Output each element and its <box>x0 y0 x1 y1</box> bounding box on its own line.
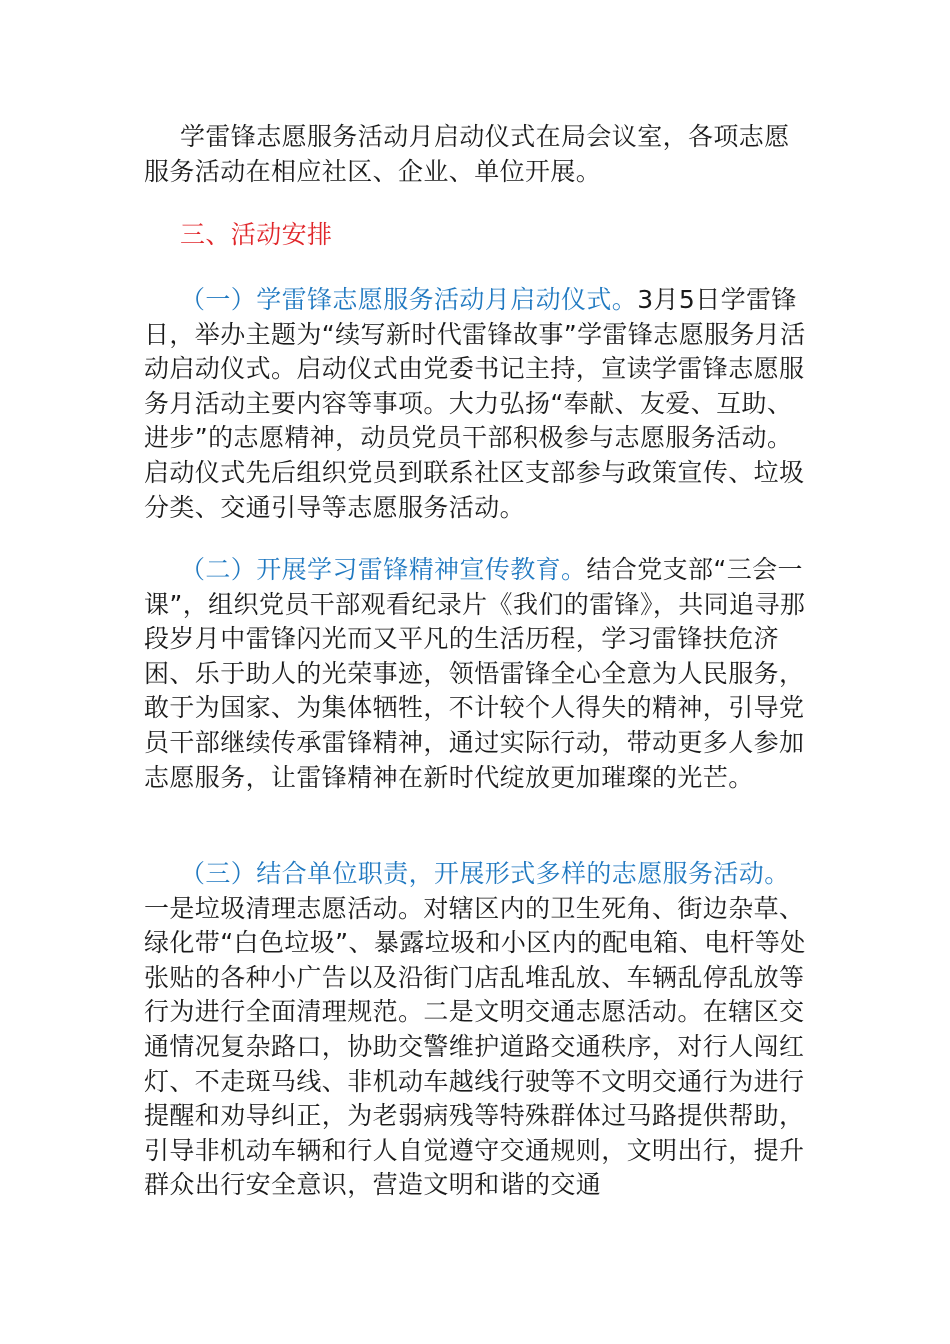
item-lead-1: （一）学雷锋志愿服务活动月启动仪式。 <box>180 285 638 314</box>
intro-paragraph: 学雷锋志愿服务活动月启动仪式在局会议室，各项志愿服务活动在相应社区、企业、单位开展。 <box>144 122 790 186</box>
item-lead-2: （二）开展学习雷锋精神宣传教育。 <box>180 555 587 584</box>
section-heading: 三、活动安排 <box>180 220 333 249</box>
item-paragraph-2 <box>144 553 809 795</box>
item-lead-3: （三）结合单位职责，开展形式多样的志愿服务活动。 <box>180 859 790 888</box>
item-paragraph-1 <box>144 283 809 525</box>
item-body-3: 一是垃圾清理志愿活动。对辖区内的卫生死角、街边杂草、绿化带“白色垃圾”、暴露垃圾和小区内的配电箱、电杆等处张贴的各种小广告以及沿街门店乱堆乱放、车辆乱停乱放等行为进行全面清理规范。二是文明交通志愿活动。在辖区交通情况复杂路口，协助交警维护道路交通秩序，对行人闯红灯、不走斑马线、非机动车越线行驶等不文明交通行为进行提醒和劝导纠正，为老弱病残等特殊群体过马路提供帮助，引导非机动车辆和行人自觉遵守交通规则，文明出行，提升群众出行安全意识，营造文明和谐的交通 <box>144 893 806 1200</box>
item-body-1: 3月5日学雷锋日，举办主题为“续写新时代雷锋故事”学雷锋志愿服务月活动启动仪式。启动仪式由党委书记主持，宣读学雷锋志愿服务月活动主要内容等事项。大力弘扬“奉献、友爱、互助、进步”的志愿精神，动员党员干部积极参与志愿服务活动。启动仪式先后组织党员到联系社区支部参与政策宣传、垃圾分类、交通引导等志愿服务活动。 <box>144 285 806 522</box>
item-paragraph-3 <box>144 857 809 1203</box>
item-body-2: 结合党支部“三会一课”，组织党员干部观看纪录片《我们的雷锋》，共同追寻那段岁月中雷锋闪光而又平凡的生活历程，学习雷锋扶危济困、乐于助人的光荣事迹，领悟雷锋全心全意为人民服务，敢于为国家、为集体牺牲，不计较个人得失的精神，引导党员干部继续传承雷锋精神，通过实际行动，带动更多人参加志愿服务，让雷锋精神在新时代绽放更加璀璨的光芒。 <box>144 555 806 792</box>
